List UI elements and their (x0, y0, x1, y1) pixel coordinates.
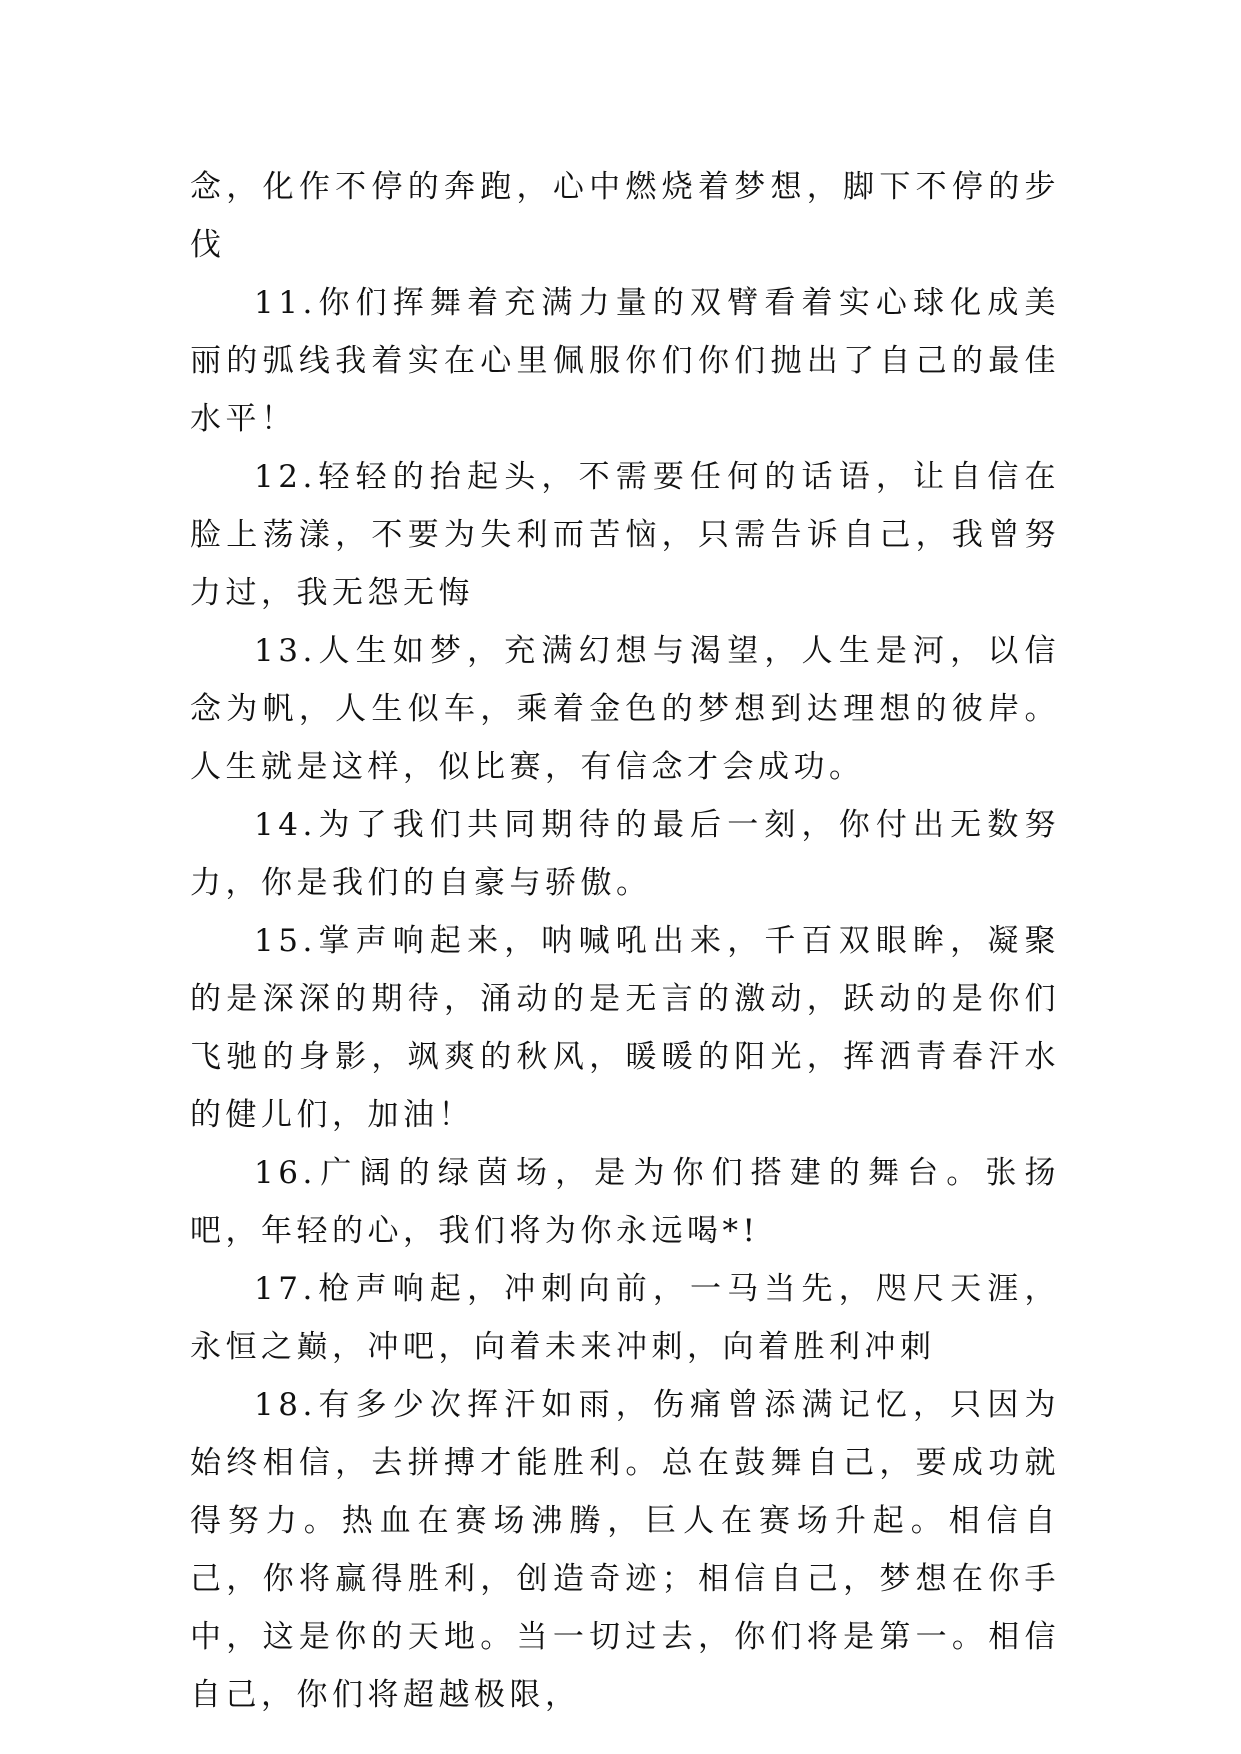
paragraph-17: 17.枪声响起，冲刺向前，一马当先，咫尺天涯，永恒之巅，冲吧，向着未来冲刺，向着胜利冲刺 (190, 1271, 1060, 1365)
paragraph-18: 18.有多少次挥汗如雨，伤痛曾添满记忆，只因为始终相信，去拼搏才能胜利。总在鼓舞自己，要成功就得努力。热血在赛场沸腾，巨人在赛场升起。相信自己，你将赢得胜利，创造奇迹；相信自己，梦想在你手中，这是你的天地。当一切过去，你们将是第一。相信自己，你们将超越极限， (190, 1387, 1060, 1713)
document-body (190, 158, 1060, 1724)
paragraph-12: 12.轻轻的抬起头，不需要任何的话语，让自信在脸上荡漾，不要为失利而苦恼，只需告诉自己，我曾努力过，我无怨无悔 (190, 459, 1060, 611)
paragraph-14: 14.为了我们共同期待的最后一刻，你付出无数努力，你是我们的自豪与骄傲。 (190, 807, 1060, 901)
paragraph-15: 15.掌声响起来，呐喊吼出来，千百双眼眸，凝聚的是深深的期待，涌动的是无言的激动，跃动的是你们飞驰的身影，飒爽的秋风，暖暖的阳光，挥洒青春汗水的健儿们，加油！ (190, 923, 1060, 1133)
paragraph-continued: 念，化作不停的奔跑，心中燃烧着梦想，脚下不停的步伐 (190, 169, 1060, 263)
paragraph-11: 11.你们挥舞着充满力量的双臂看着实心球化成美丽的弧线我着实在心里佩服你们你们抛出了自己的最佳水平！ (190, 285, 1060, 437)
paragraph-16: 16.广阔的绿茵场，是为你们搭建的舞台。张扬吧，年轻的心，我们将为你永远喝*! (190, 1155, 1060, 1249)
paragraph-13: 13.人生如梦，充满幻想与渴望，人生是河，以信念为帆，人生似车，乘着金色的梦想到达理想的彼岸。人生就是这样，似比赛，有信念才会成功。 (190, 633, 1060, 785)
